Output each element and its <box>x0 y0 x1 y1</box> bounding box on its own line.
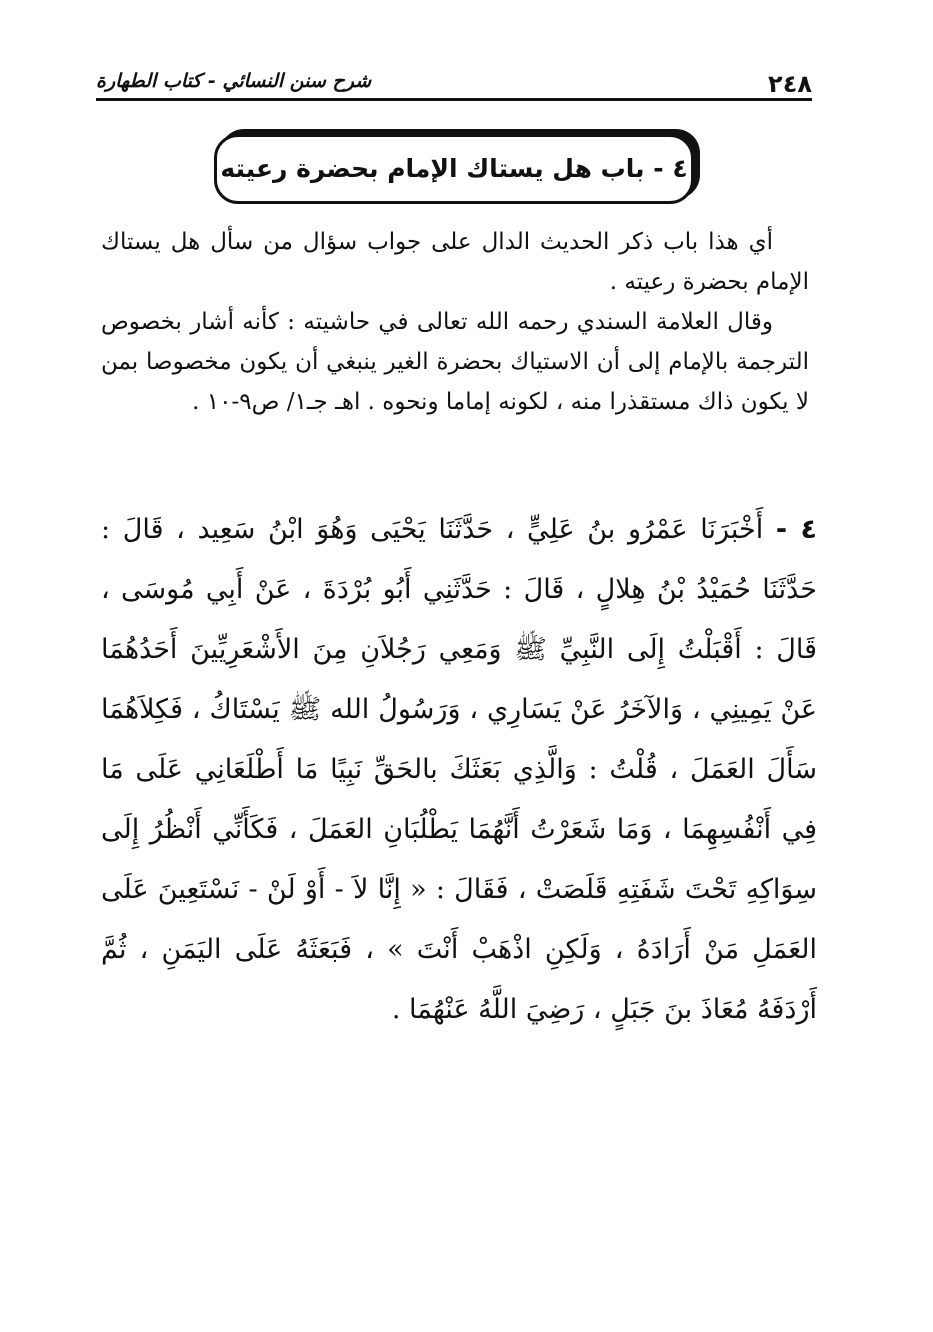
page-header <box>96 64 812 104</box>
chapter-title: ٤ - باب هل يستاك الإمام بحضرة رعيته <box>220 154 688 183</box>
chapter-heading-box <box>214 134 694 204</box>
commentary-paragraph: وقال العلامة السندي رحمه الله تعالى في حاشيته : كأنه أشار بخصوص الترجمة بالإمام إلى أن الاستياك بحضرة الغير ينبغي أن يكون مخصوصا بمن لا يكون ذاك مستقذرا منه ، لكونه إماما ونحوه . اهـ جـ١/ ص٩-١٠ . <box>101 309 809 415</box>
running-title: شرح سنن النسائي - كتاب الطهارة <box>96 70 372 92</box>
page-number: ٢٤٨ <box>768 70 812 98</box>
hadith-number: ٤ - <box>775 514 817 545</box>
header-rule <box>96 98 812 101</box>
commentary-block <box>101 222 809 422</box>
hadith-paragraph <box>101 500 817 1040</box>
hadith-block <box>101 500 817 1040</box>
hadith-text: أَخْبَرَنَا عَمْرُو بنُ عَلِيٍّ ، حَدَّثَنَا يَحْيَى وَهُوَ ابْنُ سَعِيد ، قَالَ : حَدَّثَنَا حُمَيْدُ بْنُ هِلالٍ ، قَالَ : حَدَّثَنِي أَبُو بُرْدَةَ ، عَنْ أَبِي مُوسَى ، قَالَ : أَقْبَلْتُ إِلَى النَّبِيِّ ﷺ وَمَعِي رَجُلاَنِ مِنَ الأَشْعَرِيِّينَ أَحَدُهُمَا عَنْ يَمِينِي ، وَالآخَرُ عَنْ يَسَارِي ، وَرَسُولُ الله ﷺ يَسْتَاكُ ، فَكِلاَهُمَا سَأَلَ العَمَلَ ، قُلْتُ : وَالَّذِي بَعَثَكَ بالحَقِّ نَبِيًا مَا أَطْلَعَانِي عَلَى مَا فِي أَنْفُسِهِمَا ، وَمَا شَعَرْتُ أَنَّهُمَا يَطْلُبَانِ العَمَلَ ، فَكَأَنِّي أَنْظُرُ إِلَى سِوَاكِهِ تَحْتَ شَفَتِهِ قَلَصَتْ ، فَقَالَ : « إِنَّا لاَ - أَوْ لَنْ - نَسْتَعِينَ عَلَى العَمَلِ مَنْ أَرَادَهُ ، وَلَكِنِ اذْهَبْ أَنْتَ » ، فَبَعَثَهُ عَلَى اليَمَنِ ، ثُمَّ أَرْدَفَهُ مُعَاذَ بنَ جَبَلٍ ، رَضِيَ اللَّهُ عَنْهُمَا . <box>101 514 817 1025</box>
commentary-paragraph: أي هذا باب ذكر الحديث الدال على جواب سؤال من سأل هل يستاك الإمام بحضرة رعيته . <box>101 229 809 295</box>
